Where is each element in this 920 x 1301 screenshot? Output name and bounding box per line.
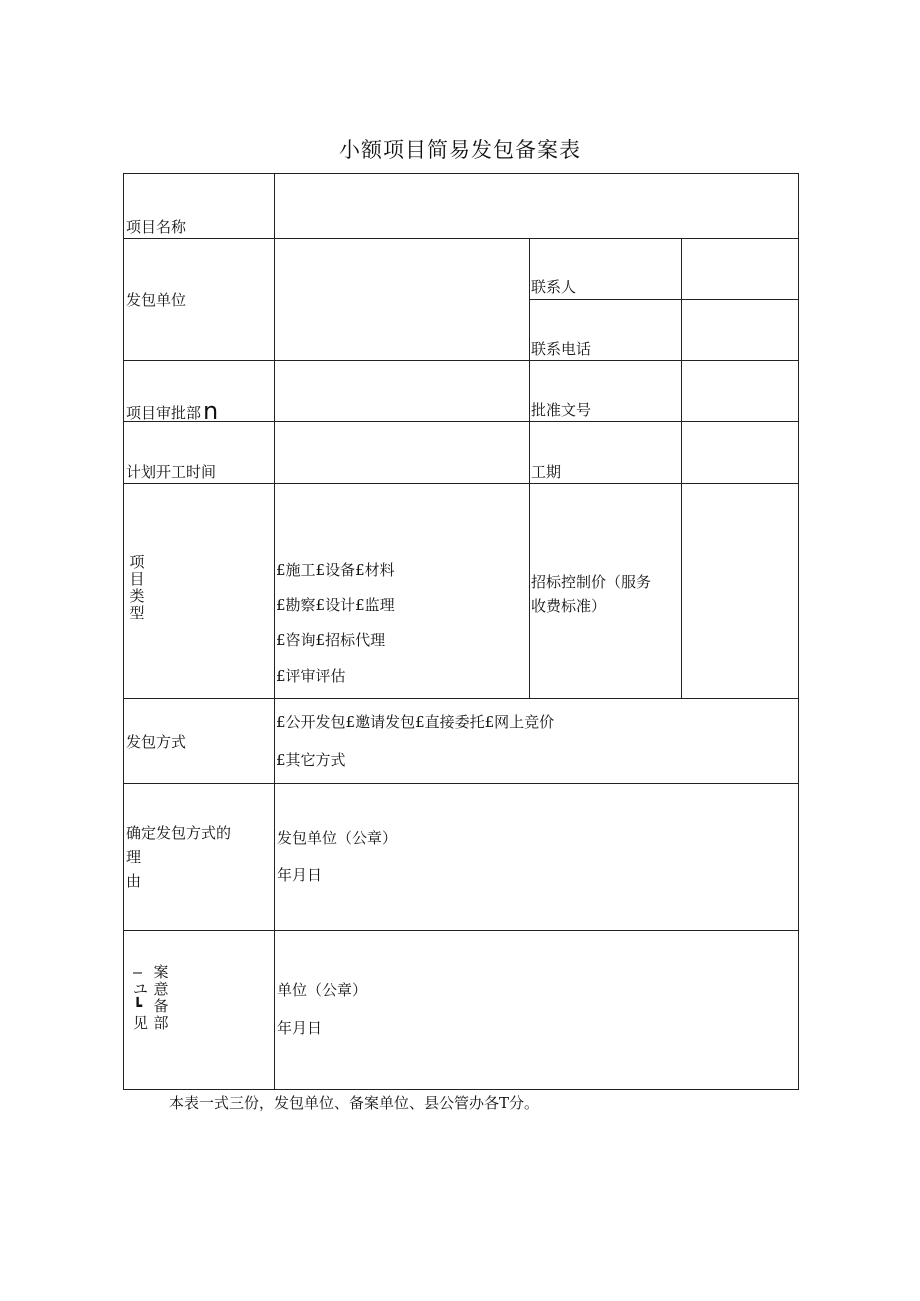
filing-label-char: 意 <box>153 980 169 998</box>
reason-line: 确定发包方式的 <box>126 824 232 842</box>
method-option[interactable]: £其它方式 <box>276 751 346 769</box>
method-label: 发包方式 <box>126 733 187 751</box>
filing-form-table <box>123 173 799 1090</box>
approval-doc-label: 批准文号 <box>531 401 592 419</box>
reason-seal: 发包单位（公章） <box>277 829 398 847</box>
contact-phone-label: 联系电话 <box>531 340 592 358</box>
reason-date: 年月日 <box>277 866 323 884</box>
filing-label-bracket <box>133 964 148 1032</box>
bid-control-line: 招标控制价（服务 <box>531 573 652 591</box>
project-type-char: 类 <box>129 587 145 605</box>
approval-dept-label <box>126 397 219 425</box>
project-type-option[interactable]: £勘察£设计£监理 <box>276 596 395 614</box>
project-type-char: 项 <box>129 553 145 571</box>
project-type-option[interactable]: £咨询£招标代理 <box>276 631 386 649</box>
reason-line: 由 <box>126 872 142 890</box>
row-divider <box>124 360 798 361</box>
row-divider <box>124 698 798 699</box>
project-name-label: 项目名称 <box>126 218 187 236</box>
page-title: 小额项目简易发包备案表 <box>339 138 581 162</box>
filing-bracket-char: 见 <box>133 1014 149 1032</box>
filing-label-char: 备 <box>153 997 169 1015</box>
method-option[interactable]: £公开发包£邀请发包£直接委托£网上竞价 <box>276 713 555 731</box>
project-type-option[interactable]: £评审评估 <box>276 667 346 685</box>
row-divider <box>124 483 798 484</box>
approval-dept-suffix: n <box>203 397 219 425</box>
filing-label-char: 部 <box>153 1014 169 1032</box>
footer-note: 本表一式三份，发包单位、备案单位、县公管办各T分。 <box>169 1094 540 1112</box>
row-divider <box>124 783 798 784</box>
filing-seal: 单位（公章） <box>277 981 368 999</box>
filing-bracket-char: ユ <box>133 980 149 998</box>
reason-line: 理 <box>126 848 142 866</box>
reason-label <box>126 821 231 893</box>
duration-label: 工期 <box>531 463 562 481</box>
filing-bracket-char: ┗ <box>133 997 143 1015</box>
filing-date: 年月日 <box>277 1019 323 1037</box>
planned-start-label: 计划开工时间 <box>126 463 217 481</box>
filing-bracket-char: ― <box>133 963 143 981</box>
bid-control-line: 收费标准） <box>531 597 607 615</box>
row-divider <box>124 238 798 239</box>
column-divider <box>529 238 530 698</box>
project-type-char: 型 <box>129 604 145 622</box>
row-divider <box>124 421 798 422</box>
project-type-label <box>128 554 146 622</box>
project-type-option[interactable]: £施工£设备£材料 <box>276 561 395 579</box>
contractor-unit-label: 发包单位 <box>126 291 187 309</box>
approval-dept-text: 项目审批部 <box>126 404 202 422</box>
project-type-char: 目 <box>129 570 145 588</box>
column-divider <box>274 174 275 1089</box>
filing-label <box>152 964 170 1032</box>
column-divider <box>681 238 682 698</box>
row-divider <box>529 299 798 300</box>
filing-label-char: 案 <box>153 963 169 981</box>
contact-person-label: 联系人 <box>531 278 577 296</box>
bid-control-label <box>531 570 651 618</box>
row-divider <box>124 930 798 931</box>
